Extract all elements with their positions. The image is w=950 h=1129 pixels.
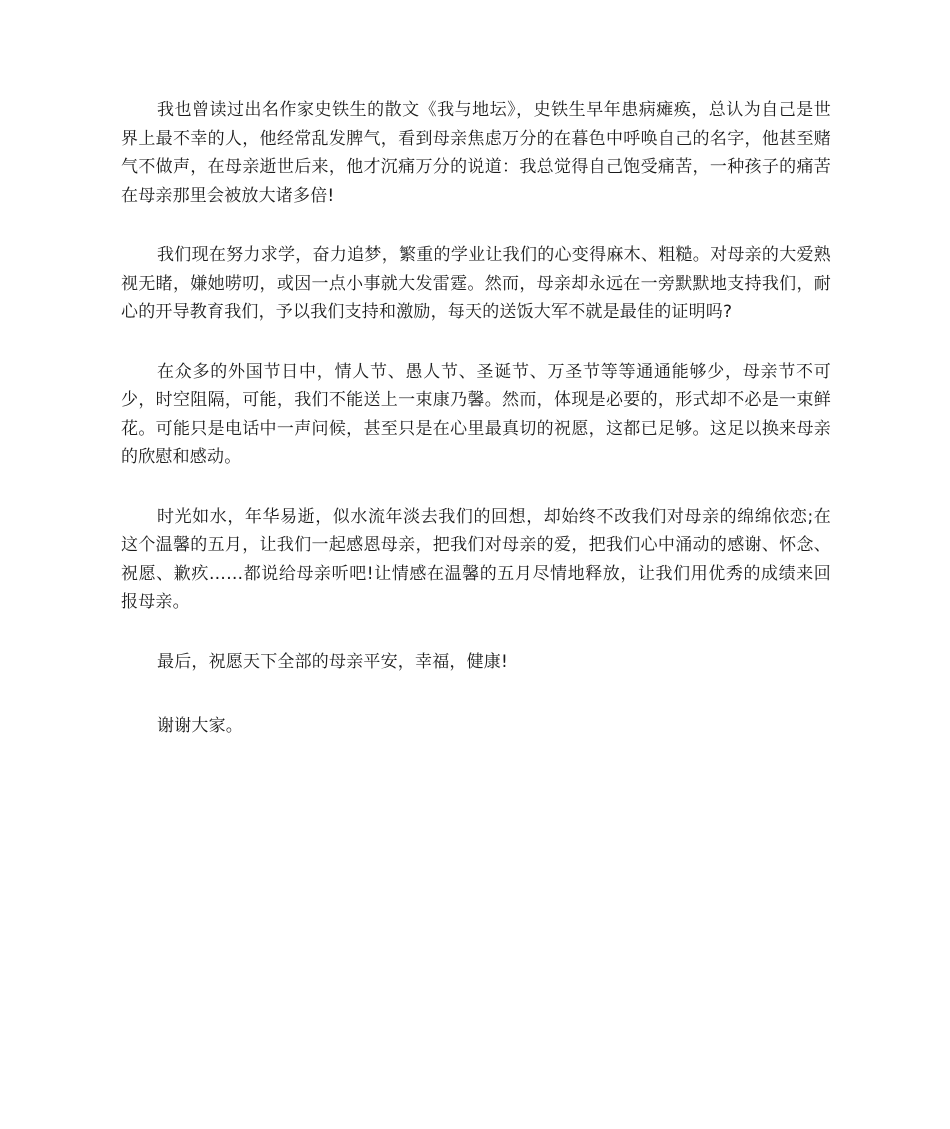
paragraph-thanks: 谢谢大家。 <box>157 716 243 736</box>
paragraph-blessing: 最后，祝愿天下全部的母亲平安，幸福，健康! <box>157 651 509 672</box>
paragraph-time: 时光如水，年华易逝，似水流年淡去我们的回想，却始终不改我们对母亲的绵绵依恋;在这个温馨的五月，让我们一起感恩母亲，把我们对母亲的爱，把我们心中涌动的感谢、怀念、祝愿、歉疚……都说给母亲听吧!让情感在温馨的五月尽情地释放，让我们用优秀的成绩来回报母亲。 <box>121 506 831 612</box>
paragraph-shi-tiesheng: 我也曾读过出名作家史铁生的散文《我与地坛》，史铁生早年患病瘫痪，总认为自己是世界上最不幸的人，他经常乱发脾气，看到母亲焦虑万分的在暮色中呼唤自己的名字，他甚至赌气不做声，在母亲逝世后来，他才沉痛万分的说道：我总觉得自己饱受痛苦，一种孩子的痛苦在母亲那里会被放大诸多倍! <box>121 100 831 206</box>
paragraph-studying: 我们现在努力求学，奋力追梦，繁重的学业让我们的心变得麻木、粗糙。对母亲的大爱熟视无睹，嫌她唠叨，或因一点小事就大发雷霆。然而，母亲却永远在一旁默默地支持我们，耐心的开导教育我们，予以我们支持和激励，每天的送饭大军不就是最佳的证明吗? <box>121 245 831 322</box>
paragraph-mothers-day: 在众多的外国节日中，情人节、愚人节、圣诞节、万圣节等等通通能够少，母亲节不可少，时空阻隔，可能，我们不能送上一束康乃馨。然而，体现是必要的，形式却不必是一束鲜花。可能只是电话中一声问候，甚至只是在心里最真切的祝愿，这都已足够。这足以换来母亲的欣慰和感动。 <box>121 361 831 467</box>
document-body <box>121 96 831 772</box>
